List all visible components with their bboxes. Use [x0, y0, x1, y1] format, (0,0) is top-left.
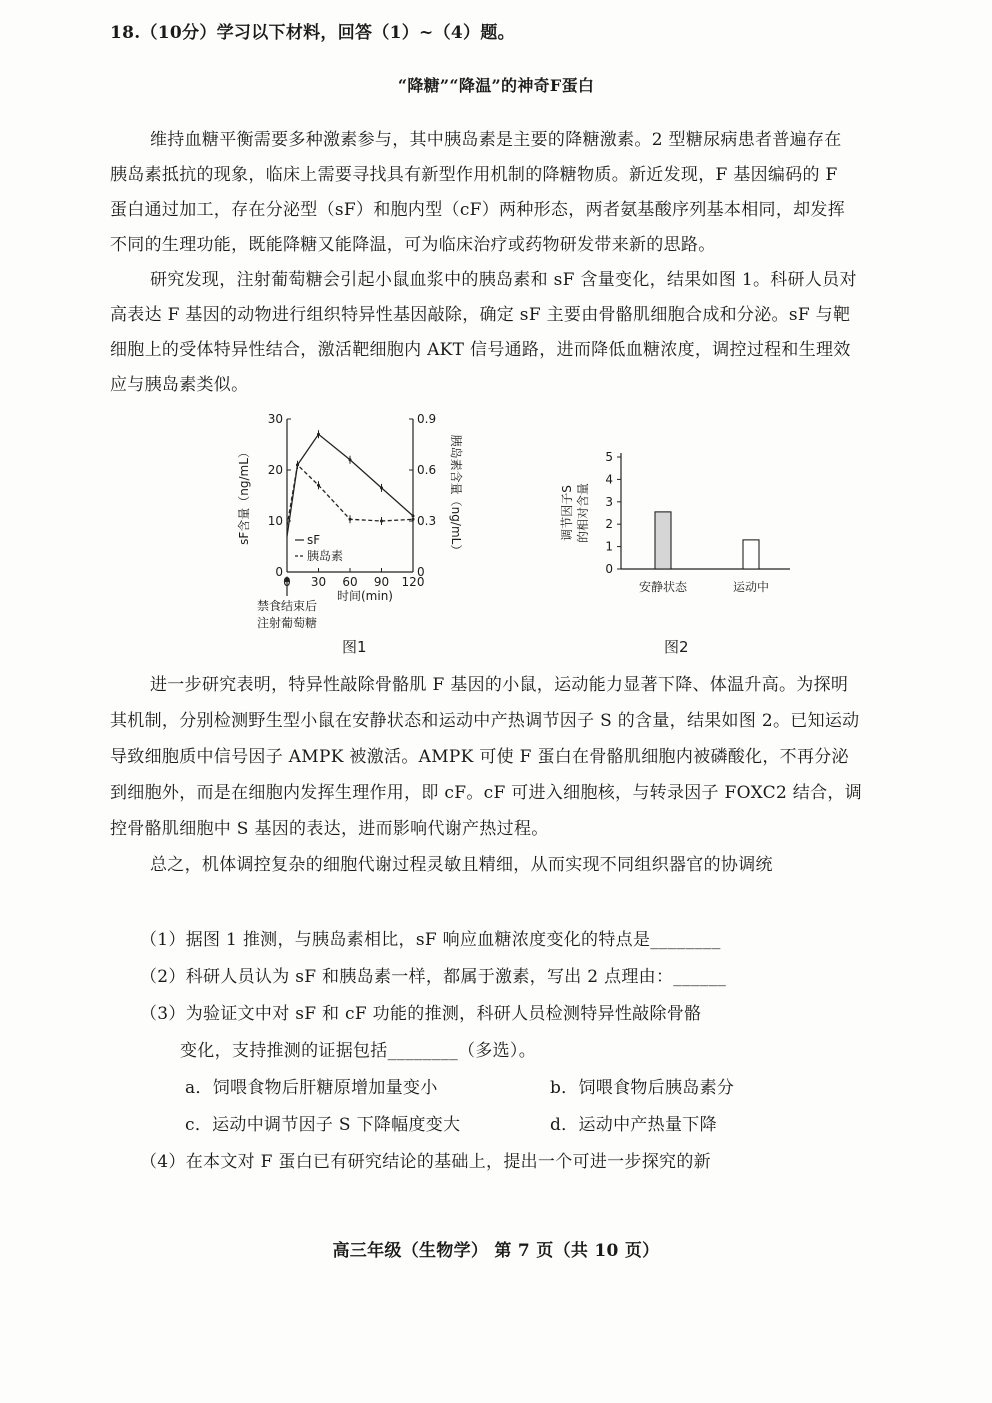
paragraph-line: 进一步研究表明，特异性敲除骨骼肌 F 基因的小鼠，运动能力显著下降、体温升高。为探明: [150, 675, 849, 695]
left-axis-label: sF含量（ng/mL）: [237, 446, 251, 545]
x-tick-label: 120: [401, 575, 425, 589]
y-axis-label-line1: 调节因子S: [560, 485, 574, 541]
x-tick-label: 90: [373, 575, 390, 589]
insulin-data-point: [380, 520, 383, 523]
x-axis-label: 时间(min): [337, 589, 393, 603]
option-c: c．运动中调节因子 S 下降幅度变大: [185, 1115, 461, 1135]
category-label: 运动中: [732, 580, 770, 594]
question-4: （4）在本文对 F 蛋白已有研究结论的基础上，提出一个可进一步探究的新: [140, 1152, 711, 1172]
paragraph-line: 高表达 F 基因的动物进行组织特异性基因敲除，确定 sF 主要由骨骼肌细胞合成和分泌。sF 与靶: [110, 305, 851, 325]
question-2: （2）科研人员认为 sF 和胰岛素一样，都属于激素，写出 2 点理由：______: [140, 967, 727, 987]
paragraph-line: 维持血糖平衡需要多种激素参与，其中胰岛素是主要的降糖激素。2 型糖尿病患者普遍存在: [150, 130, 842, 150]
figure-2-bar-chart: [555, 445, 805, 605]
question-3: （3）为验证文中对 sF 和 cF 功能的推测，科研人员检测特异性敲除骨骼: [140, 1004, 702, 1024]
y-tick-label: 2: [605, 517, 613, 532]
bar: [655, 512, 671, 569]
x-tick-label: 30: [310, 575, 327, 589]
y-tick-label: 0: [605, 562, 613, 576]
paragraph-line: 蛋白通过加工，存在分泌型（sF）和胞内型（cF）两种形态，两者氨基酸序列基本相同，却发挥: [110, 200, 846, 220]
insulin-data-point: [412, 518, 415, 521]
bar: [743, 540, 759, 569]
article-title: “降糖”“降温”的神奇F蛋白: [397, 76, 595, 95]
left-tick-label: 10: [267, 514, 283, 528]
legend-insulin-label: 胰岛素: [307, 549, 344, 563]
option-d: d．运动中产热量下降: [550, 1115, 717, 1135]
paragraph-line: 其机制，分别检测野生型小鼠在安静状态和运动中产热调节因子 S 的含量，结果如图 2。已知运动: [110, 711, 860, 731]
legend-sf-label: sF: [307, 533, 321, 547]
right-tick-label: 0.6: [417, 463, 437, 477]
right-tick-label: 0.3: [417, 514, 437, 528]
insulin-data-point: [317, 484, 320, 487]
y-tick-label: 5: [605, 450, 613, 464]
paragraph-line: 控骨骼肌细胞中 S 基因的表达，进而影响代谢产热过程。: [110, 819, 549, 839]
y-tick-label: 1: [605, 539, 613, 554]
y-tick-label: 3: [605, 494, 613, 509]
paragraph-line: 到细胞外，而是在细胞内发挥生理作用，即 cF。cF 可进入细胞核，与转录因子 FOXC2 结合，调: [110, 783, 863, 803]
option-a: a．饲喂食物后肝糖原增加量变小: [185, 1078, 438, 1098]
right-axis-label: 胰岛素含量（ng/mL）: [449, 434, 463, 557]
left-tick-label: 0: [275, 565, 283, 579]
paragraph-line: 细胞上的受体特异性结合，激活靶细胞内 AKT 信号通路，进而降低血糖浓度，调控过程和生理效: [110, 340, 851, 360]
right-tick-label: 0.9: [417, 412, 437, 426]
question-1: （1）据图 1 推测，与胰岛素相比，sF 响应血糖浓度变化的特点是________: [140, 930, 721, 950]
left-tick-label: 30: [267, 412, 283, 426]
y-tick-label: 4: [605, 472, 613, 487]
figure-1-caption: 图1: [342, 638, 367, 656]
figure-1-line-chart: [230, 405, 470, 635]
paragraph-line: 应与胰岛素类似。: [110, 375, 249, 395]
paragraph-line: 研究发现，注射葡萄糖会引起小鼠血浆中的胰岛素和 sF 含量变化，结果如图 1。科研人员对: [150, 270, 857, 290]
paragraph-line: 不同的生理功能，既能降糖又能降温，可为临床治疗或药物研发带来新的思路。: [110, 235, 716, 255]
category-label: 安静状态: [638, 580, 688, 594]
question-header: 18.（10分）学习以下材料，回答（1）~（4）题。: [110, 23, 515, 43]
injection-label-line2: 注射葡萄糖: [256, 616, 318, 630]
question-3-continued: 变化，支持推测的证据包括________（多选）。: [180, 1041, 536, 1061]
injection-label-line1: 禁食结束后: [256, 599, 318, 613]
insulin-data-point: [349, 518, 352, 521]
paragraph-line: 胰岛素抵抗的现象，临床上需要寻找具有新型作用机制的降糖物质。新近发现，F 基因编码的 F: [110, 165, 838, 185]
option-b: b．饲喂食物后胰岛素分: [550, 1078, 735, 1098]
y-axis-label-line2: 的相对含量: [576, 482, 590, 544]
right-tick-label: 0: [417, 565, 425, 579]
sf-data-point: [380, 486, 383, 489]
figure-2-caption: 图2: [664, 638, 689, 656]
paragraph-line: 导致细胞质中信号因子 AMPK 被激活。AMPK 可使 F 蛋白在骨骼肌细胞内被磷酸化，不再分泌: [110, 747, 849, 767]
x-tick-label: 60: [342, 575, 358, 589]
page-footer: 高三年级（生物学） 第 7 页（共 10 页）: [332, 1241, 660, 1261]
left-tick-label: 20: [267, 463, 283, 477]
insulin-data-point: [296, 463, 299, 466]
sf-data-point: [317, 433, 320, 436]
paragraph-line: 总之，机体调控复杂的细胞代谢过程灵敏且精细，从而实现不同组织器官的协调统: [150, 855, 773, 875]
sf-data-point: [349, 458, 352, 461]
